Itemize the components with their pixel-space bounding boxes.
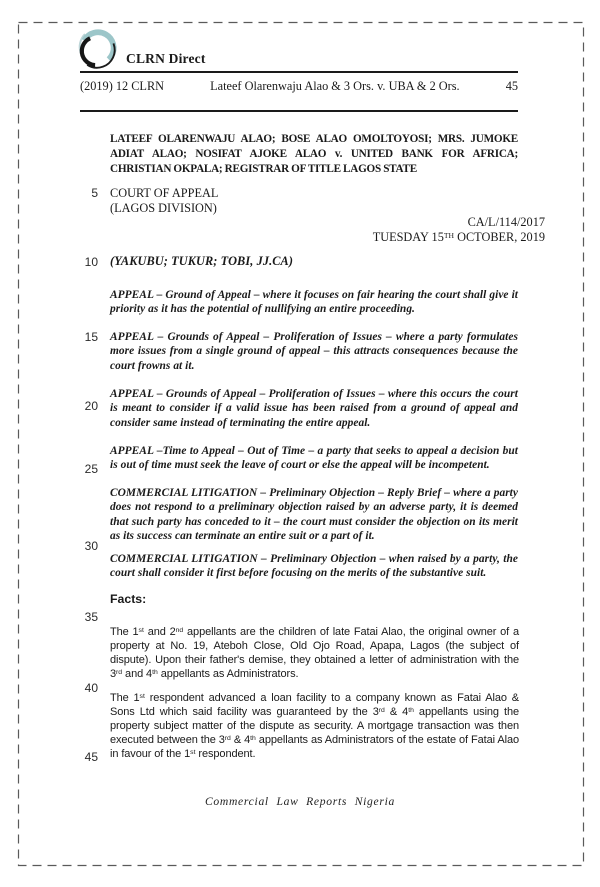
- margin-line-number: 5: [91, 186, 98, 200]
- clrn-logo-icon: [74, 26, 122, 74]
- margin-line-number: 15: [84, 330, 98, 344]
- appeal-number: CA/L/114/2017: [467, 215, 545, 229]
- margin-line-number: 30: [84, 539, 98, 553]
- brand-name: CLRN Direct: [126, 51, 206, 66]
- page-number: 45: [505, 79, 518, 93]
- header-rule-top: [80, 71, 518, 73]
- catchword-paragraph: APPEAL –Time to Appeal – Out of Time – a party that seeks to appeal a decision but is out of time must seek the leave of court or else the appeal will be incompetent.: [110, 445, 518, 472]
- margin-line-number: 40: [84, 681, 98, 695]
- court-name: COURT OF APPEAL: [110, 186, 219, 200]
- margin-line-number: 10: [84, 255, 98, 269]
- header-citation-row: [80, 79, 518, 94]
- judges-line: (YAKUBU; TUKUR; TOBI, JJ.CA): [110, 254, 294, 268]
- catchword-paragraph: APPEAL – Ground of Appeal – where it focuses on fair hearing the court shall give it priority as it has the potential of nullifying an entire proceeding.: [110, 289, 518, 316]
- catchword-paragraph: APPEAL – Grounds of Appeal – Proliferation of Issues – where this occurs the court is meant to consider if a valid issue has been raised from a ground of appeal and consider same instead of terminating the entire appeal.: [110, 388, 518, 429]
- hearing-date: TUESDAY 15TH OCTOBER, 2019: [372, 230, 545, 244]
- margin-line-number: 20: [84, 399, 98, 413]
- margin-line-number: 35: [84, 610, 98, 624]
- suit-date-block: [110, 215, 545, 245]
- header-rule-bottom: [80, 110, 518, 112]
- footer-imprint: Commercial Law Reports Nigeria: [204, 795, 396, 808]
- catchword-paragraph: APPEAL – Grounds of Appeal – Proliferation of Issues – where a party formulates more issues from a single ground of appeal – this attracts consequences because the court frowns at it.: [110, 331, 518, 372]
- facts-paragraph: The 1st respondent advanced a loan facility to a company known as Fatai Alao & Sons Ltd which said facility was guaranteed by the 3rd & 4th appellants using the property subject matter of the dispute as security. A mortgage transaction was then executed between the 3rd & 4th appellants as Administrators of the estate of Fatai Alao in favour of the 1st respondent.: [110, 692, 519, 760]
- margin-line-number: 45: [84, 750, 98, 764]
- court-division: (LAGOS DIVISION): [110, 201, 217, 215]
- court-block: [110, 186, 218, 216]
- report-citation: (2019) 12 CLRN: [80, 79, 165, 93]
- case-title: LATEEF OLARENWAJU ALAO; BOSE ALAO OMOLTOYOSI; MRS. JUMOKE ADIAT ALAO; NOSIFAT AJOKE ALAO v. UNITED BANK FOR AFRICA; CHRISTIAN OKPALA; REGISTRAR OF TITLE LAGOS STATE: [110, 133, 518, 176]
- margin-line-number: 25: [84, 462, 98, 476]
- facts-heading: Facts:: [110, 592, 147, 606]
- catchword-paragraph: COMMERCIAL LITIGATION – Preliminary Objection – when raised by a party, the court shall consider it first before focusing on the merits of the substantive suit.: [110, 553, 518, 580]
- facts-paragraph: The 1st and 2nd appellants are the children of late Fatai Alao, the original owner of a property at No. 19, Ateboh Close, Old Ojo Road, Apapa, Lagos (the subject of dispute). Upon their father's demise, they obtained a letter of administration with the 3rd and 4th appellants as Administrators.: [110, 626, 519, 680]
- running-title: Lateef Olarenwaju Alao & 3 Ors. v. UBA & 2 Ors.: [210, 79, 460, 93]
- catchword-paragraph: COMMERCIAL LITIGATION – Preliminary Objection – Reply Brief – where a party does not respond to a preliminary objection raised by an adverse party, it is deemed that such party has conceded to it – the court must consider the objection on its merit as its success can terminate an entire suit or a part of it.: [110, 487, 518, 542]
